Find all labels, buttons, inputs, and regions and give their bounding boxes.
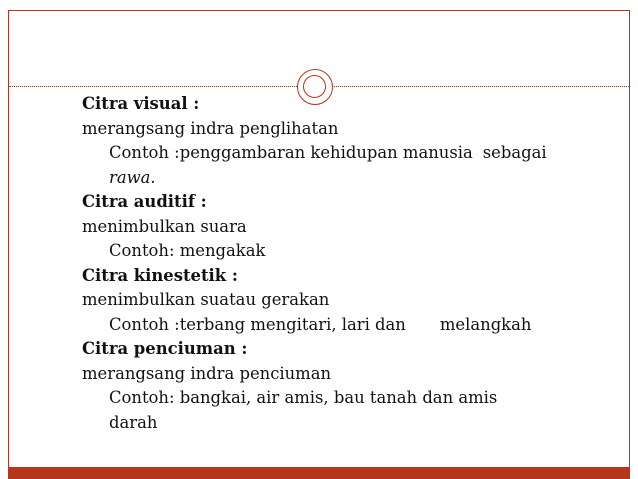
example-text: Contoh :penggambaran kehidupan manusia	[109, 143, 473, 162]
section-example-penciuman-cont: darah	[109, 412, 158, 432]
section-description-kinestetik: menimbulkan suatau gerakan	[82, 290, 330, 309]
section-example-auditif: Contoh: mengakak	[109, 241, 266, 260]
section-example-kinestetik	[82, 313, 630, 338]
section-example-visual-cont: rawa.	[109, 167, 156, 187]
section-description-auditif: menimbulkan suara	[82, 216, 247, 236]
example-text-continued: sebagai	[482, 143, 547, 162]
section-heading-kinestetik: Citra kinestetik :	[82, 265, 238, 285]
section-description-visual: merangsang indra penglihatan	[82, 118, 339, 138]
section-example-penciuman: Contoh: bangkai, air amis, bau tanah dan amis	[109, 388, 498, 407]
section-heading-penciuman: Citra penciuman :	[82, 339, 248, 358]
section-example-visual	[82, 141, 630, 166]
example-text-continued: melangkah	[439, 314, 532, 334]
section-heading-visual: Citra visual :	[82, 94, 200, 113]
bottom-accent-bar	[8, 467, 630, 479]
slide-content	[82, 92, 630, 435]
section-description-penciuman: merangsang indra penciuman	[82, 363, 332, 383]
example-text: Contoh :terbang mengitari, lari dan	[109, 314, 406, 334]
section-heading-auditif: Citra auditif :	[82, 192, 207, 211]
